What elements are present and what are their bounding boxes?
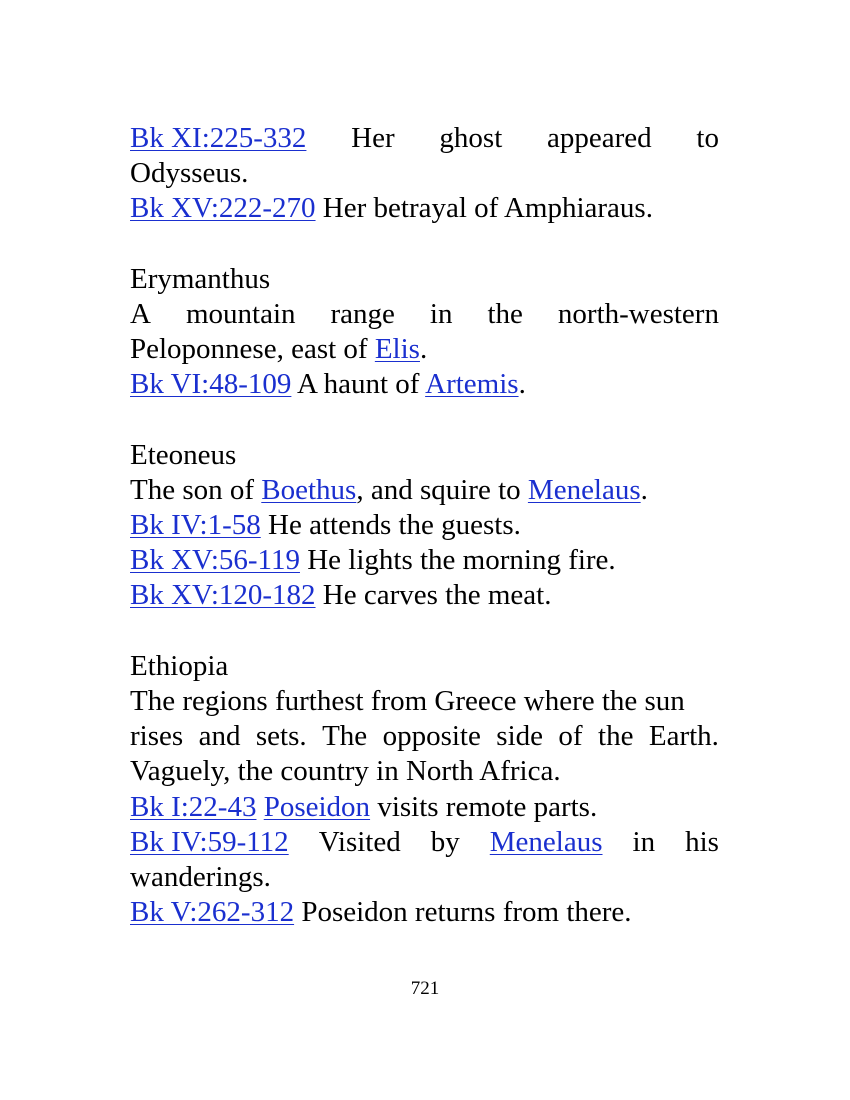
- entry-title-eteoneus: Eteoneus: [130, 438, 237, 471]
- entry-title-ethiopia: Ethiopia: [130, 649, 229, 682]
- erymanthus-desc-cont: [130, 332, 719, 367]
- ref-text: He attends the guests.: [260, 509, 521, 542]
- word: in: [429, 297, 453, 330]
- word: in: [632, 825, 656, 858]
- ethiopia-ref3-line: [130, 895, 719, 930]
- document-body: [130, 121, 719, 930]
- link-menelaus[interactable]: Menelaus: [527, 473, 641, 506]
- link-bk-vi-48-109[interactable]: Bk VI:48-109: [130, 368, 292, 401]
- word: rises: [130, 720, 184, 753]
- ethiopia-desc-line3: Vaguely, the country in North Africa.: [130, 755, 561, 788]
- ref-text: Poseidon returns from there.: [294, 896, 632, 929]
- erymanthus-ref1-line: [130, 367, 719, 402]
- desc-text: , and squire to: [356, 473, 528, 506]
- eteoneus-desc-line: [130, 473, 719, 508]
- desc-text: Peloponnese, east of: [130, 333, 375, 366]
- link-artemis[interactable]: Artemis: [425, 368, 519, 401]
- word: Visited: [318, 825, 401, 858]
- link-bk-v-262-312[interactable]: Bk V:262-312: [130, 896, 295, 929]
- word: his: [685, 825, 719, 858]
- eriphyle-ref2-line: [130, 191, 719, 226]
- word: by: [430, 825, 460, 858]
- link-elis[interactable]: Elis: [374, 333, 420, 366]
- ethiopia-ref1-line: [130, 790, 719, 825]
- word: of: [558, 720, 583, 753]
- desc-text: The son of: [130, 473, 262, 506]
- eriphyle-ref1-cont: Odysseus.: [130, 157, 249, 190]
- link-bk-i-22-43[interactable]: Bk I:22-43: [130, 790, 257, 823]
- desc-text: .: [419, 333, 428, 366]
- word: A: [130, 297, 151, 330]
- ref-text: Her betrayal of Amphiaraus.: [315, 192, 653, 225]
- eteoneus-ref3-line: [130, 578, 719, 613]
- eteoneus-ref1-line: [130, 508, 719, 543]
- ref-text: He lights the morning fire.: [299, 544, 616, 577]
- desc-text: .: [640, 473, 648, 506]
- ethiopia-ref2-cont: wanderings.: [130, 860, 271, 893]
- ref-text: He carves the meat.: [315, 579, 552, 612]
- ref-text: visits remote parts.: [370, 790, 598, 823]
- ref-text: A haunt of: [291, 368, 426, 401]
- link-bk-xv-222-270[interactable]: Bk XV:222-270: [130, 192, 316, 225]
- link-bk-xv-120-182[interactable]: Bk XV:120-182: [130, 579, 316, 612]
- link-bk-xv-56-119[interactable]: Bk XV:56-119: [130, 544, 300, 577]
- word: north-western: [557, 297, 719, 330]
- link-poseidon[interactable]: Poseidon: [263, 790, 371, 823]
- entry-gap: [130, 614, 719, 649]
- word: sets.: [255, 720, 307, 753]
- word: opposite: [382, 720, 481, 753]
- erymanthus-desc-line: [130, 297, 719, 332]
- page-number: 721: [410, 978, 440, 999]
- eriphyle-ref1-line: [130, 121, 719, 156]
- word: the: [598, 720, 634, 753]
- word: the: [487, 297, 523, 330]
- word: mountain: [185, 297, 296, 330]
- word: to: [696, 122, 719, 154]
- eteoneus-ref2-line: [130, 543, 719, 578]
- ethiopia-ref2-line: [130, 825, 719, 860]
- ref-text: .: [518, 368, 526, 401]
- word: and: [198, 720, 241, 753]
- link-bk-iv-1-58[interactable]: Bk IV:1-58: [130, 509, 261, 542]
- link-menelaus[interactable]: Menelaus: [489, 825, 603, 858]
- ethiopia-desc-line2: [130, 719, 719, 754]
- word: side: [496, 720, 543, 753]
- entry-gap: [130, 403, 719, 438]
- word: ghost: [439, 122, 503, 154]
- word: Her: [351, 122, 395, 154]
- link-boethus[interactable]: Boethus: [261, 473, 357, 506]
- link-bk-xi-225-332[interactable]: Bk XI:225-332: [130, 122, 307, 154]
- word: Earth.: [648, 720, 719, 753]
- space: [256, 791, 263, 823]
- entry-gap: [130, 227, 719, 262]
- ethiopia-desc-line1: The regions furthest from Greece where the sun: [130, 685, 685, 717]
- entry-title-erymanthus: Erymanthus: [130, 262, 271, 295]
- link-bk-iv-59-112[interactable]: Bk IV:59-112: [130, 825, 289, 858]
- word: range: [330, 297, 395, 330]
- word: appeared: [547, 122, 652, 154]
- word: The: [322, 720, 368, 753]
